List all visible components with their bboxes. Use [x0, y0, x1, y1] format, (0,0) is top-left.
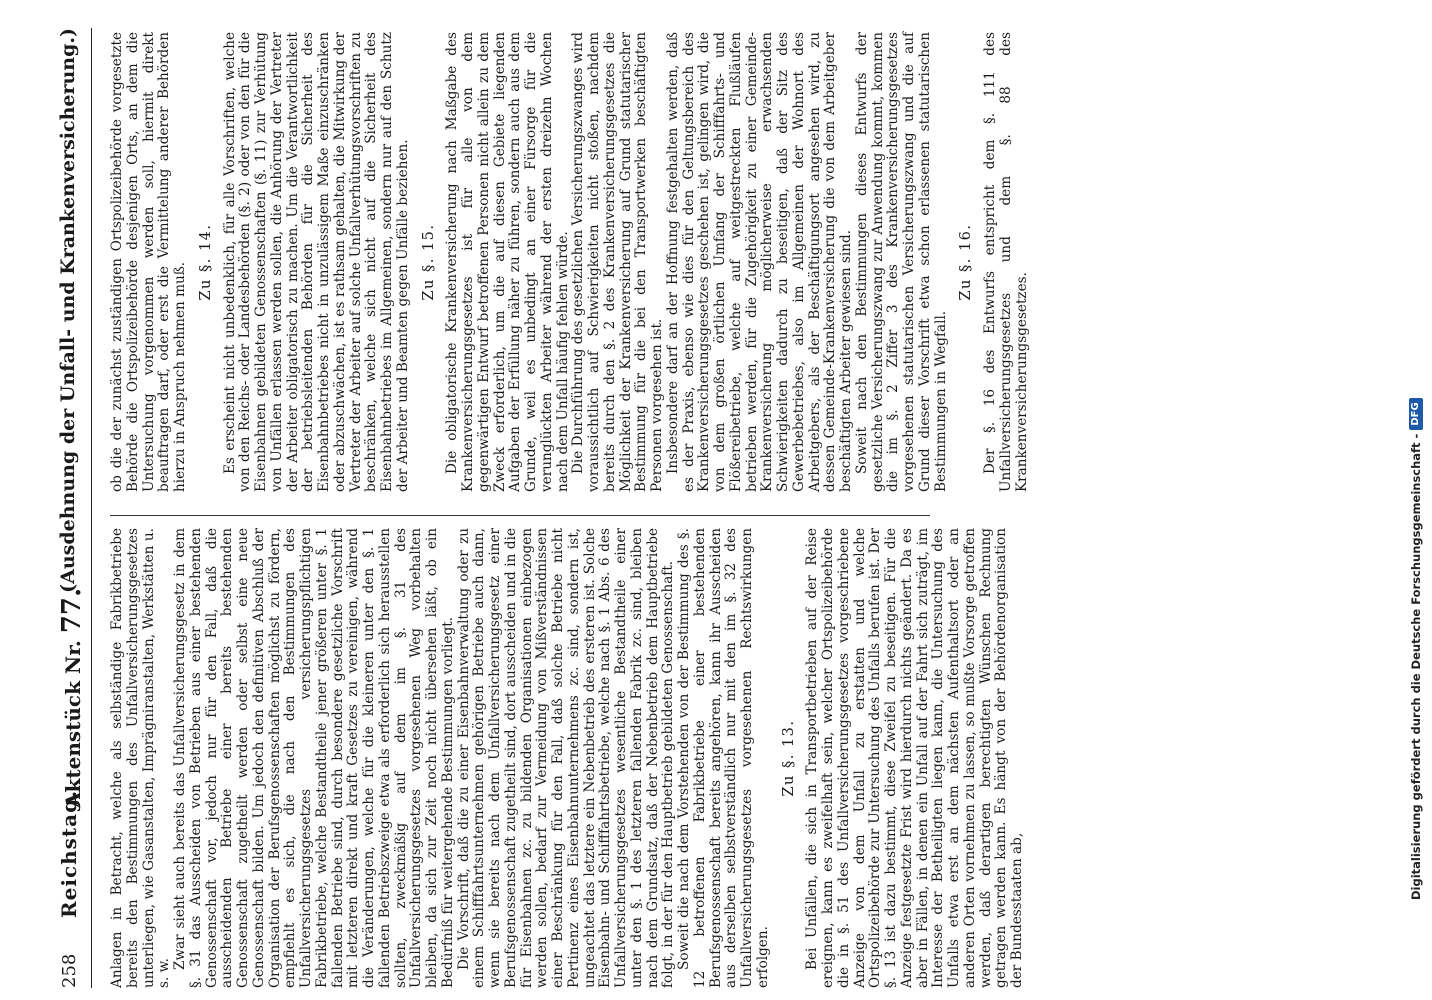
paragraph: Insbesondere darf an der Hoffnung festgehalten werden, daß es der Praxis, ebenso wie dies für den Geltungsbereich des Krankenversicherungsgesetzes geschehen ist, gelingen wird, die von dem großen örtlichen Umfang der Schifffahrts- und Flößereibetriebe, welche auf weitgestreckten Flußläufen betrieben werden, für die Zugehörigkeit zu einer Gemeinde-Krankenversicherung möglicherweise erwachsenden Schwierigkeiten dadurch zu beseitigen, daß der Sitz des Gewerbebetriebes, also im Allgemeinen der Wohnort des Arbeitgebers, als der Beschäftigungsort angesehen wird, zu dessen Gemeinde-Krankenversicherung die von dem Arbeitgeber beschäftigten Arbeiter gewiesen sind.	[664, 32, 854, 492]
section-heading: Zu §. 13.	[780, 719, 797, 797]
paragraph: Die Vorschrift, daß die zu einer Eisenbahnverwaltung oder zu einem Schifffahrtsunternehmen gehörigen Betriebe auch dann, wenn sie bereits nach dem Unfallversicherungsgesetz einer Berufsgenossenschaft zugetheilt sind, dort ausscheiden und in die für Eisenbahnen zc. zu bildenden Organisationen einbezogen werden sollen, bedarf zur Vermeidung von Mißverständnissen einer Beschränkung für den Fall, daß solche Betriebe nicht Pertinenz eines Eisenbahnunternehmens zc. sind, sondern ist, ungeachtet das letztere ein Nebenbetrieb des ersteren ist. Solche Eisenbahn- und Schifffahrtsbetriebe, welche nach §. 1 Abs. 6 des Unfallversicherungsgesetzes wesentliche Bestandtheile einer unter den §. 1 des letzteren fallenden Fabrik zc. sind, bleiben nach dem Grundsatz, daß der Nebenbetrieb dem Hauptbetriebe folgt, in der für den Hauptbetrieb gebildeten Genossenschaft.	[455, 528, 677, 988]
subject-title: (Ausdehnung der Unfall- und Krankenversicherung.)	[57, 28, 79, 593]
digitization-text: Digitalisierung gefördert durch die Deutsche Forschungsgemeinschaft -	[1409, 433, 1423, 900]
document-number: 77.	[57, 587, 87, 634]
paragraph: Bei Unfällen, die sich in Transportbetrieben auf der Reise ereignen, kann es zweifelhaft sein, welcher Ortspolizeibehörde die in §. 51 des Unfallversicherungsgesetzes vorgeschriebene Anzeige von dem Unfall zu erstatten und welche Ortspolizeibehörde zur Untersuchung des Unfalls berufen ist. Der §. 13 ist dazu bestimmt, diese Zweifel zu beseitigen. Für die Anzeige festgesetzte Frist wird hierdurch nichts geändert. Da es aber in Fällen, in denen ein Unfall auf der Fahrt sich zuträgt, im Interesse der Betheiligten liegen kann, die Untersuchung des Unfalls etwa erst an dem nächsten Aufenthaltsort oder an anderen Orten vornehmen zu lassen, so mußte Vorsorge getroffen werden, daß derartigen berechtigten Wünschen Rechnung getragen werden kann. Es hängt von der Behördenorganisation der Bundesstaaten ab,	[804, 528, 1025, 988]
paragraph: ob die der zunächst zuständigen Ortspolizeibehörde vorgesetzte Behörde die Ortspolizeibehörde desjenigen Orts, an dem die Untersuchung vorgenommen werden soll, hiermit direkt beauftragen darf, oder erst die Vermittelung anderer Behörden hierzu in Anspruch nehmen muß.	[109, 32, 188, 492]
paragraph: Zwar sieht auch bereits das Unfallversicherungsgesetz in dem §. 31 das Ausscheiden von Betrieben aus einer bestehenden Genossenschaft vor, jedoch nur für den Fall, daß die ausscheidenden Betriebe einer bereits bestehenden Genossenschaft zugetheilt werden oder selbst eine neue Genossenschaft bilden. Um jedoch den definitiven Abschluß der Organisation der Berufsgenossenschaften möglichst zu fördern, empfiehlt es sich, die nach den Bestimmungen des Unfallversicherungsgesetzes versicherungspflichtigen Fabrikbetriebe, welche Bestandtheile jener größeren unter §. 1 fallenden Betriebe sind, durch besondere gesetzliche Vorschrift mit letzteren direkt und kraft Gesetzes zu vereinigen, während die Veränderungen, welche für die kleineren unter den §. 1 fallenden Betriebszweige etwa als erforderlich sich herausstellen sollten, zweckmäßig auf dem im §. 31 des Unfallversicherungsgesetzes vorgesehenen Weg vorbehalten bleiben, da sich zur Zeit noch nicht übersehen läßt, ob ein Bedürfniß für weitergehende Bestimmungen vorliegt.	[172, 528, 456, 988]
running-title: Reichstag.	[57, 789, 81, 918]
left-column	[110, 528, 1026, 988]
paragraph: Soweit die nach dem Vorstehenden von der Bestimmung des §. 12 betroffenen Fabrikbetriebe einer bestehenden Berufsgenossenschaft bereits angehören, kann ihr Ausscheiden aus derselben selbstverständlich nur mit den im §. 32 des Unfallversicherungsgesetzes vorgesehenen Rechtswirkungen erfolgen.	[676, 528, 771, 988]
paragraph: Die Durchführung des gesetzlichen Versicherungszwanges wird voraussichtlich auf Schwierigkeiten nicht stoßen, nachdem bereits durch den §. 2 des Krankenversicherungsgesetzes die Möglichkeit der Krankenversicherung auf Grund statutarischer Bestimmung für die bei den Transportwerken beschäftigten Personen vorgesehen ist.	[570, 32, 665, 492]
section-heading: Zu §. 14.	[197, 223, 214, 301]
paragraph: Es erscheint nicht unbedenklich, für alle Vorschriften, welche von den Reichs- oder Landesbehörden (§. 2) oder von den für die Eisenbahnen gebildeten Genossenschaften (§. 11) zur Verhütung von Unfällen erlassen werden sollen, die Anhörung der Vertreter der Arbeiter obligatorisch zu machen. Um die Verantwortlichkeit der betriebsleitenden Behörden für die Sicherheit des Eisenbahnbetriebes nicht in unzulässigem Maße einzuschränken oder abzuschwächen, ist es rathsam gehalten, die Mitwirkung der Vertreter der Arbeiter auf solche Unfallverhütungsvorschriften zu beschränken, welche sich nicht auf die Sicherheit des Eisenbahnbetriebes im Allgemeinen, sondern nur auf den Schutz der Arbeiter und Beamten gegen Unfälle beziehen.	[221, 32, 411, 492]
right-column	[110, 32, 1030, 492]
paragraph: Die obligatorische Krankenversicherung nach Maßgabe des Krankenversicherungsgesetzes ist für alle von dem gegenwärtigen Entwurf betroffenen Personen nicht allein zu dem Zweck erforderlich, um die auf diesen Gebiete liegenden Aufgaben der Erfüllung näher zu führen, sondern auch aus dem Grunde, weil es unbedingt an einer Fürsorge für die verunglückten Arbeiter während der ersten dreizehn Wochen nach dem Unfall häufig fehlen würde.	[444, 32, 571, 492]
paragraph: Der §. 16 des Entwurfs entspricht dem §. 111 des Unfallversicherungsgesetzes und dem §. 88 des Krankenversicherungsgesetzes.	[982, 32, 1030, 492]
section-heading: Zu §. 15.	[420, 223, 437, 301]
dfg-logo: DFG	[1409, 398, 1423, 429]
section-heading: Zu §. 16.	[958, 223, 975, 301]
document-label: Aktenstück Nr.	[61, 640, 85, 808]
page-number: 258	[59, 953, 80, 988]
rotated-page-content	[0, 15, 1372, 1000]
column-divider	[110, 515, 930, 516]
page-header	[55, 28, 92, 988]
digitization-note	[1408, 80, 1424, 900]
paragraph: Anlagen in Betracht, welche als selbständige Fabrikbetriebe bereits den Bestimmungen des Unfallversicherungsgesetzes unterliegen, wie Gasanstalten, Imprägniranstalten, Werkstätten u. s. w.	[109, 528, 173, 988]
document-number-label	[57, 588, 87, 808]
paragraph: Soweit nach den Bestimmungen dieses Entwurfs der gesetzliche Versicherungszwang zur Anwendung kommt, kommen die im §. 2 Ziffer 3 des Krankenversicherungsgesetzes vorgesehenen statutarischen Versicherungszwang und die auf Grund dieser Vorschrift etwa schon erlassenen statutarischen Bestimmungen in Wegfall.	[853, 32, 949, 492]
